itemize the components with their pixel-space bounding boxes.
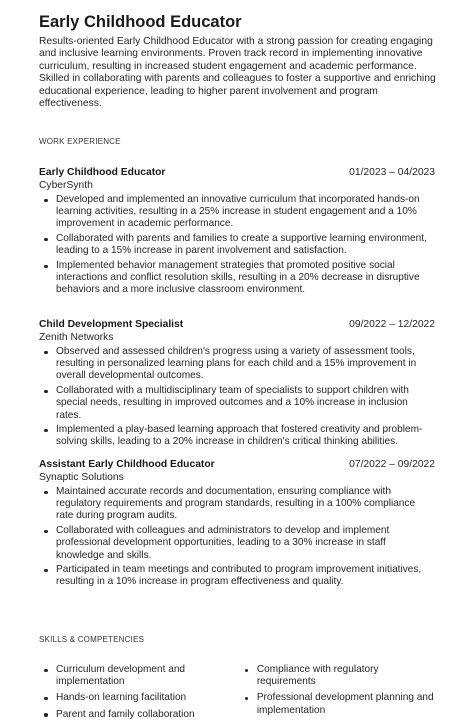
job-entry [39, 319, 435, 451]
list-item: Participated in team meetings and contributed to program improvement initiatives, resulting in a 10% increase in program effectiveness and quality. [56, 564, 435, 588]
skills-heading: SKILLS & COMPETENCIES [39, 635, 145, 644]
job-title: Child Development Specialist [39, 319, 184, 330]
list-item: Collaborated with parents and families to create a supportive learning environment, leading to a 15% increase in parent involvement and satisfaction. [56, 233, 435, 257]
job-title: Assistant Early Childhood Educator [39, 459, 215, 470]
resume-page [39, 12, 439, 720]
list-item: Maintained accurate records and documentation, ensuring compliance with regulatory requirements and program standards, resulting in a 100% compliance rate during program audits. [56, 486, 435, 523]
skill-item: Hands-on learning facilitation [56, 692, 225, 704]
company-name: Synaptic Solutions [39, 472, 124, 483]
job-dates: 01/2023 – 04/2023 [349, 167, 435, 178]
job-bullets [39, 194, 435, 297]
list-item: Developed and implemented an innovative curriculum that incorporated hands-on learning activities, resulting in a 25% increase in student engagement and a 10% improvement in academic performance. [56, 194, 435, 231]
skill-item: Professional development planning and implementation [256, 692, 434, 716]
company-name: CyberSynth [39, 180, 93, 191]
job-entry [39, 167, 435, 299]
job-dates: 09/2022 – 12/2022 [349, 319, 435, 330]
company-name: Zenith Networks [39, 332, 114, 343]
list-item: Observed and assessed children's progress using a variety of assessment tools, resulting in personalized learning plans for each child and a 15% improvement in overall developmental outcomes. [56, 346, 435, 383]
resume-title: Early Childhood Educator [39, 13, 242, 31]
list-item: Collaborated with colleagues and administrators to develop and implement professional development opportunities, leading to a 30% increase in staff knowledge and skills. [56, 525, 435, 562]
list-item: Collaborated with a multidisciplinary team of specialists to support children with special needs, resulting in improved outcomes and a 10% increase in inclusion rates. [56, 385, 435, 422]
job-dates: 07/2022 – 09/2022 [349, 459, 435, 470]
skill-item: Parent and family collaboration [56, 709, 225, 721]
job-title: Early Childhood Educator [39, 167, 166, 178]
professional-summary: Results-oriented Early Childhood Educator with a strong passion for creating engaging and inclusive learning environments. Proven track record in implementing innovative curriculum, resulting in increased student engagement and academic performance. Skilled in collaborating with parents and colleagues to foster a supportive and enriching educational experience, leading to higher parent involvement and program effectiveness. [39, 36, 436, 110]
work-experience-heading: WORK EXPERIENCE [39, 137, 121, 146]
job-bullets [39, 486, 435, 589]
skill-item: Curriculum development and implementation [56, 664, 225, 688]
list-item: Implemented behavior management strategies that promoted positive social interactions and conflict resolution skills, resulting in a 20% decrease in disruptive behaviors and a more inclusive classroom environment. [56, 260, 435, 297]
skill-item: Compliance with regulatory requirements [257, 664, 435, 688]
list-item: Implemented a play-based learning approach that fostered creativity and problem-solving skills, leading to a 20% increase in children's critical thinking abilities. [56, 424, 435, 448]
job-bullets [39, 346, 435, 449]
job-entry [39, 459, 435, 591]
